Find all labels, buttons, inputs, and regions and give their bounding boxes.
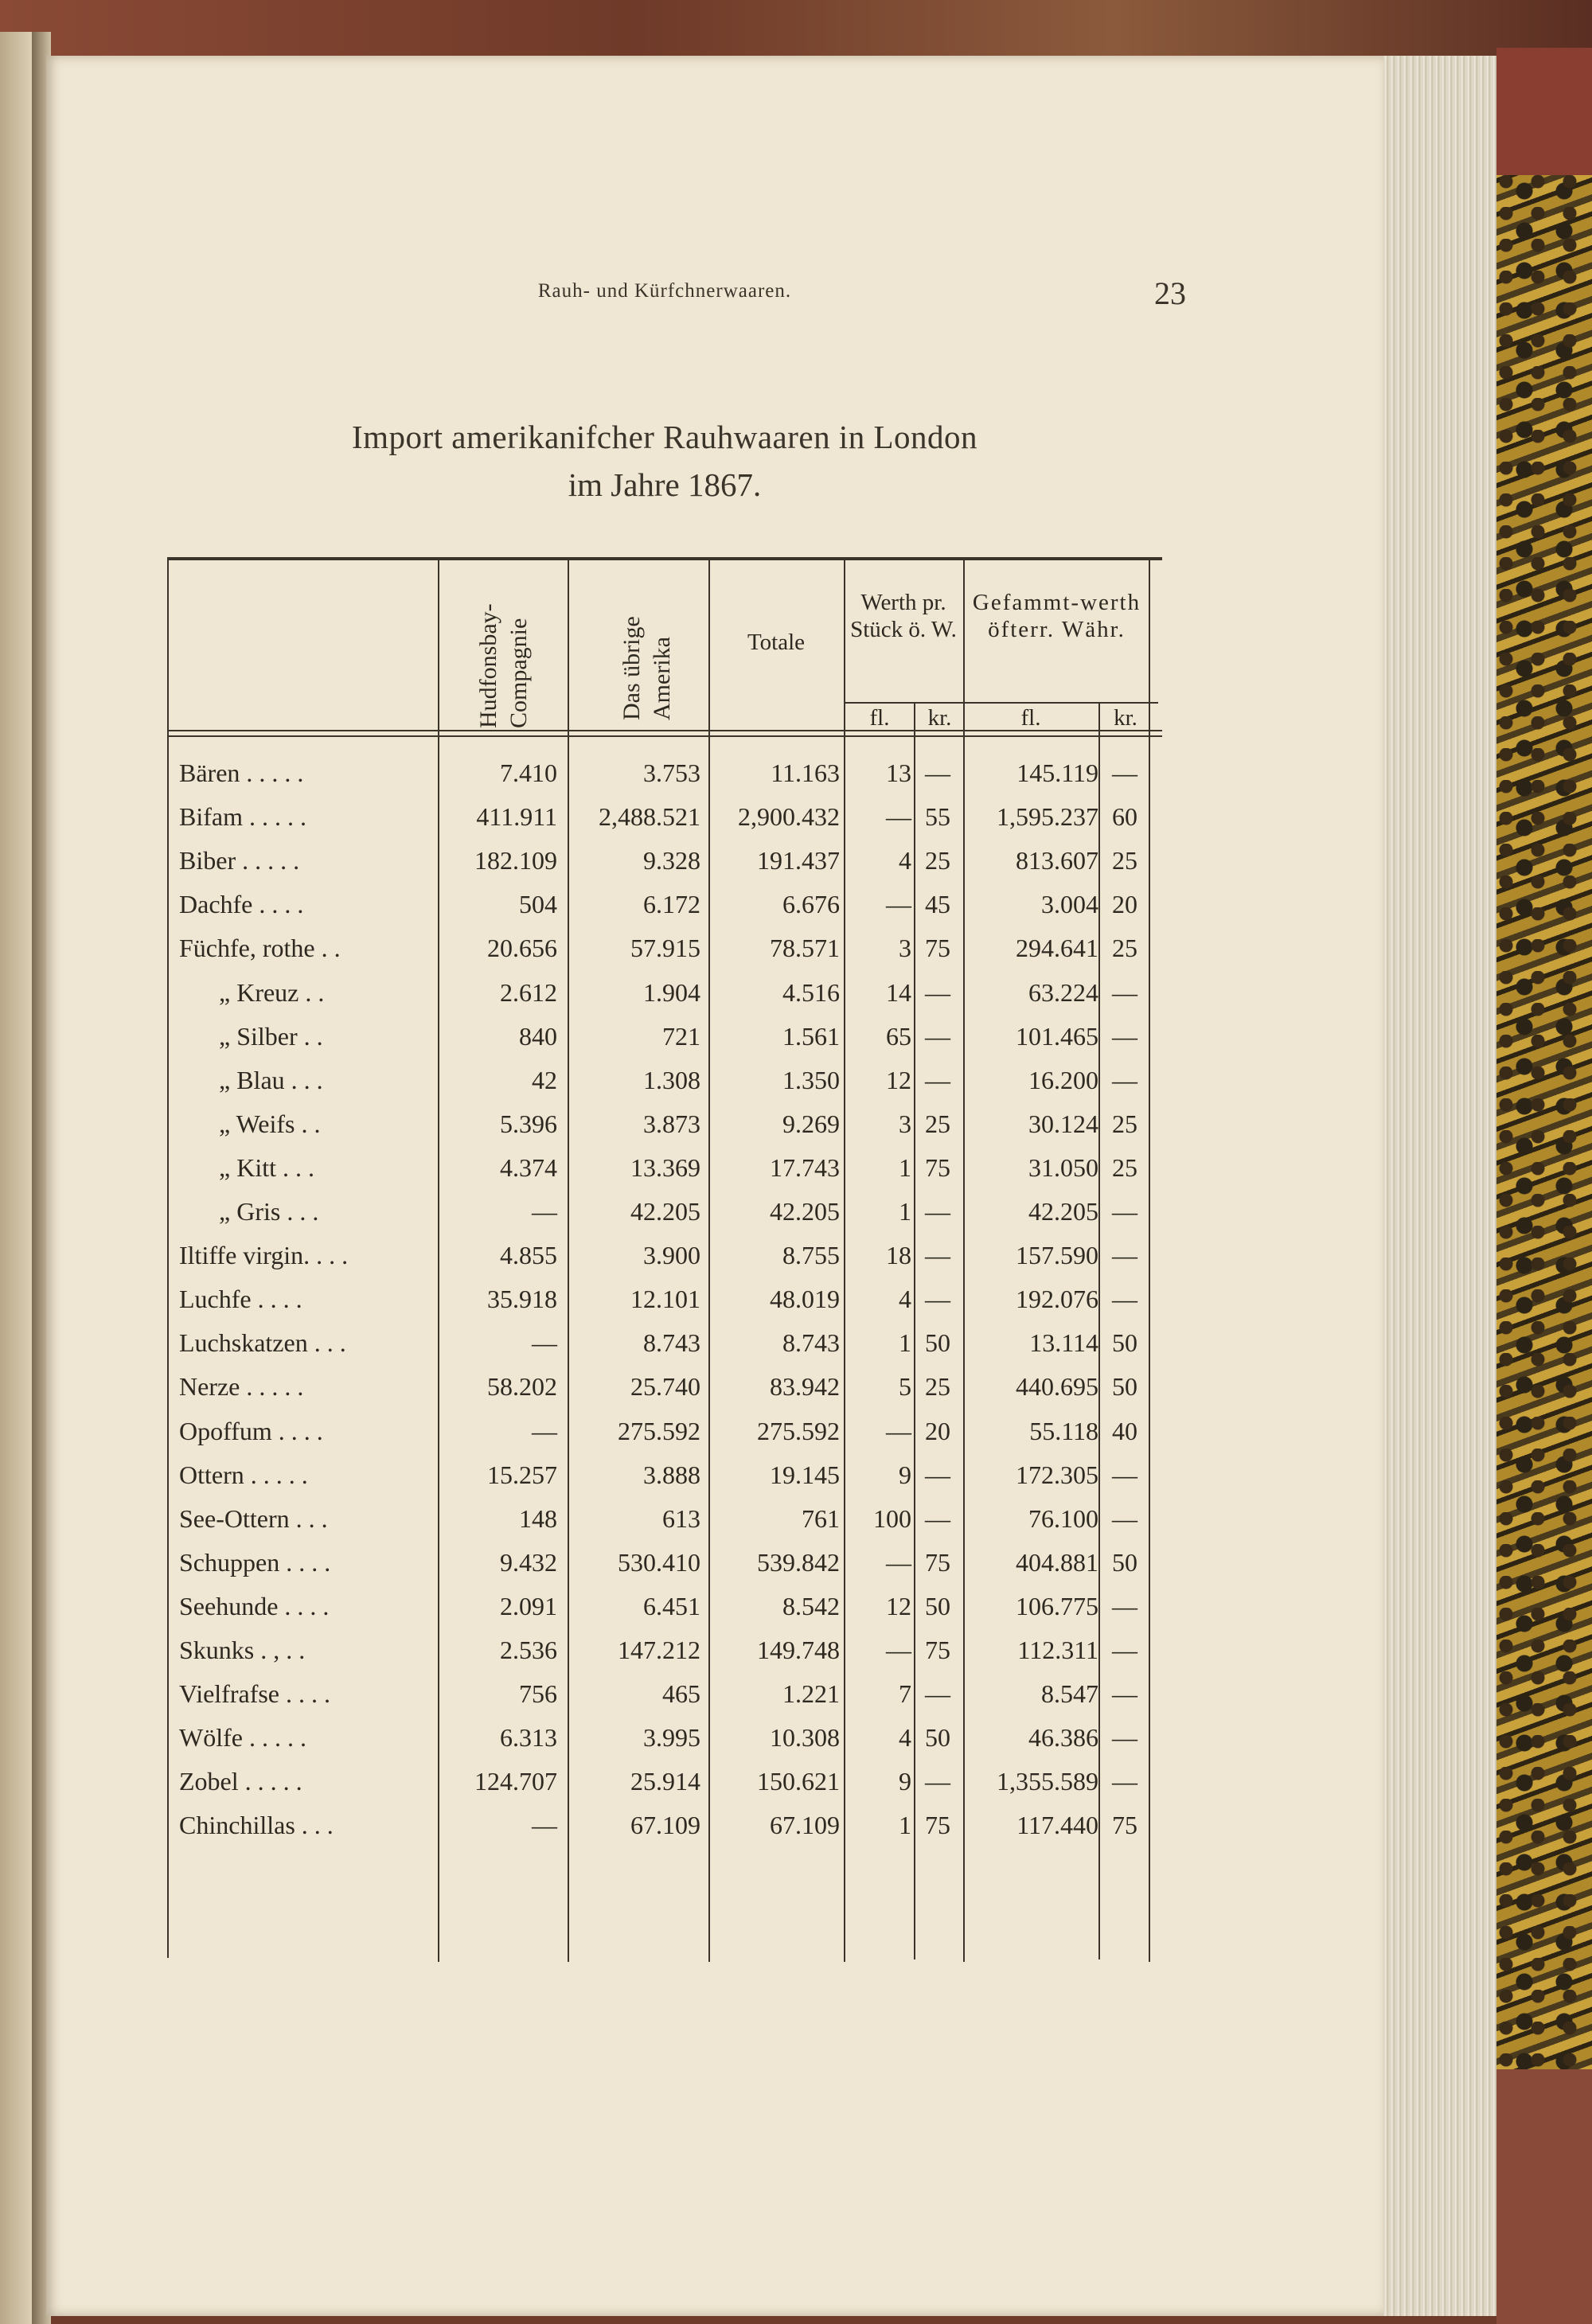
table-row: [163, 1322, 1162, 1366]
table-row: [163, 972, 1162, 1016]
cell-hudson: —: [532, 1811, 557, 1840]
cell-werth-fl: 7: [899, 1679, 911, 1709]
row-name-text: „ Kitt . . .: [219, 1152, 314, 1182]
cell-hudson: 6.313: [500, 1723, 557, 1753]
header-gesammt: Gefammt-werth öfterr. Währ.: [972, 590, 1141, 642]
cell-uebrige: 67.109: [630, 1811, 700, 1840]
row-name: Füchfe, rothe . .: [179, 934, 341, 963]
cell-gesammt-kr: 50: [1112, 1372, 1137, 1402]
cell-totale: 4.516: [782, 977, 840, 1007]
cell-totale: 11.163: [771, 758, 840, 787]
cell-totale: 83.942: [770, 1372, 840, 1402]
cell-werth-kr: —: [925, 1460, 950, 1489]
cell-werth-fl: 3: [899, 934, 911, 963]
cell-gesammt-kr: 25: [1112, 934, 1137, 963]
header-werth-kr: kr.: [927, 705, 952, 731]
cell-werth-kr: 20: [925, 1416, 950, 1445]
cell-gesammt-fl: 76.100: [1028, 1503, 1098, 1533]
cell-gesammt-fl: 55.118: [1029, 1416, 1098, 1445]
running-head: Rauh- und Kürfchnerwaaren.: [537, 280, 792, 302]
cell-hudson: 2.091: [500, 1591, 557, 1620]
cell-hudson: 840: [519, 1021, 557, 1051]
cell-werth-kr: 25: [925, 1109, 950, 1138]
table-row: [163, 752, 1162, 796]
cell-hudson: —: [532, 1197, 557, 1226]
cell-gesammt-kr: —: [1112, 1679, 1137, 1709]
cell-hudson: 15.257: [487, 1460, 557, 1489]
cell-werth-fl: 4: [899, 1723, 911, 1753]
cell-gesammt-kr: —: [1112, 1767, 1137, 1796]
cell-gesammt-kr: 25: [1112, 1152, 1137, 1182]
cell-gesammt-kr: 75: [1112, 1811, 1137, 1840]
table-row: [163, 1191, 1162, 1234]
cell-uebrige: 275.592: [618, 1416, 700, 1445]
table-row: [163, 1804, 1162, 1848]
cell-werth-kr: —: [925, 758, 950, 787]
row-name: Iltiffe virgin. . . .: [179, 1241, 349, 1270]
cell-gesammt-kr: 25: [1112, 1109, 1137, 1138]
cell-totale: 761: [802, 1503, 840, 1533]
cell-gesammt-fl: 404.881: [1016, 1547, 1098, 1577]
row-name: Nerze . . . . .: [179, 1372, 304, 1402]
cell-gesammt-kr: —: [1112, 1285, 1137, 1314]
cell-hudson: 35.918: [487, 1285, 557, 1314]
cell-uebrige: 3.888: [643, 1460, 700, 1489]
cell-werth-fl: 100: [873, 1503, 911, 1533]
cell-uebrige: 25.914: [630, 1767, 700, 1796]
cell-werth-fl: 4: [899, 1285, 911, 1314]
cell-werth-fl: 9: [899, 1460, 911, 1489]
cell-totale: 191.437: [757, 846, 840, 875]
cell-uebrige: 3.873: [643, 1109, 700, 1138]
row-name: Dachfe . . . .: [179, 890, 304, 919]
cell-werth-fl: 1: [899, 1152, 911, 1182]
cell-gesammt-fl: 145.119: [1016, 758, 1098, 787]
cell-werth-fl: 3: [899, 1109, 911, 1138]
cell-werth-kr: —: [925, 1503, 950, 1533]
cell-werth-fl: 18: [886, 1241, 911, 1270]
row-name: Luchskatzen . . .: [179, 1328, 346, 1358]
header-hudson-line: Hudfonsbay-: [475, 603, 501, 728]
cell-gesammt-kr: —: [1112, 1636, 1137, 1664]
cover-corner-top: [1496, 48, 1592, 175]
row-name-text: „ Silber . .: [219, 1021, 323, 1051]
cell-gesammt-fl: 16.200: [1028, 1065, 1098, 1094]
cell-gesammt-fl: 8.547: [1041, 1679, 1098, 1709]
cell-uebrige: 13.369: [630, 1152, 700, 1182]
cell-hudson: 411.911: [476, 802, 557, 832]
table-top-rule: [167, 557, 1162, 560]
table-row: [163, 1585, 1162, 1629]
row-name: Bären . . . . .: [179, 758, 304, 787]
cell-werth-kr: 50: [925, 1591, 950, 1620]
cell-werth-fl: 1: [899, 1197, 911, 1226]
cell-gesammt-kr: —: [1112, 758, 1137, 787]
cell-gesammt-fl: 106.775: [1016, 1591, 1098, 1620]
cell-gesammt-kr: —: [1112, 1460, 1137, 1489]
cell-gesammt-kr: —: [1112, 1241, 1137, 1270]
marbled-cover-edge: [1496, 48, 1592, 2324]
cell-werth-fl: 5: [899, 1372, 911, 1402]
cell-werth-fl: 1: [899, 1811, 911, 1840]
row-name: Biber . . . . .: [179, 846, 300, 875]
row-name: [179, 1197, 318, 1226]
cell-gesammt-kr: —: [1112, 1065, 1137, 1094]
cell-gesammt-fl: 1,355.589: [997, 1767, 1098, 1796]
table-row: [163, 1278, 1162, 1322]
cell-totale: 19.145: [770, 1460, 840, 1489]
cell-werth-kr: —: [925, 1679, 950, 1709]
header-uebrige-line: Amerika: [649, 637, 675, 720]
cell-uebrige: 3.753: [643, 758, 700, 787]
cell-uebrige: 1.308: [643, 1065, 700, 1094]
row-name: Zobel . . . . .: [179, 1767, 302, 1796]
cell-totale: 8.743: [782, 1328, 840, 1358]
cell-hudson: 124.707: [474, 1767, 557, 1796]
cell-gesammt-fl: 42.205: [1028, 1197, 1098, 1226]
cell-werth-kr: 75: [925, 1636, 950, 1664]
cell-gesammt-fl: 30.124: [1028, 1109, 1098, 1138]
cell-uebrige: 147.212: [618, 1636, 700, 1664]
cell-werth-kr: —: [925, 1241, 950, 1270]
row-name: [179, 978, 324, 1008]
cell-totale: 149.748: [757, 1636, 840, 1664]
table-row: [163, 1059, 1162, 1103]
cell-gesammt-fl: 112.311: [1017, 1636, 1098, 1664]
cell-gesammt-fl: 440.695: [1016, 1372, 1098, 1402]
cell-uebrige: 613: [662, 1503, 700, 1533]
header-hudson-line: Compagnie: [505, 618, 532, 728]
cell-uebrige: 8.743: [643, 1328, 700, 1358]
cell-totale: 8.542: [782, 1591, 840, 1620]
header-hudson: [474, 603, 534, 728]
cell-gesammt-fl: 31.050: [1028, 1152, 1098, 1182]
page-number: 23: [1154, 275, 1186, 311]
cell-uebrige: 3.900: [643, 1241, 700, 1270]
table-row: [163, 1542, 1162, 1585]
row-name: Bifam . . . . .: [179, 802, 306, 832]
cell-uebrige: 465: [662, 1679, 700, 1709]
table-row: [163, 1147, 1162, 1191]
table-row: [163, 1103, 1162, 1147]
cell-werth-kr: —: [925, 1767, 950, 1796]
table-row: [163, 1761, 1162, 1804]
cell-werth-kr: 75: [925, 1811, 950, 1840]
row-name-text: „ Kreuz . .: [219, 977, 325, 1007]
table-row: [163, 1234, 1162, 1278]
cell-hudson: 182.109: [474, 846, 557, 875]
cell-totale: 67.109: [770, 1811, 840, 1840]
cell-uebrige: 2,488.521: [599, 802, 700, 832]
cell-werth-kr: 25: [925, 1372, 950, 1402]
cell-hudson: 2.612: [500, 977, 557, 1007]
cell-totale: 78.571: [770, 934, 840, 963]
row-name: Vielfrafse . . . .: [179, 1679, 330, 1709]
cell-gesammt-fl: 813.607: [1016, 846, 1098, 875]
header-werth: Werth pr. Stück ö. W.: [850, 590, 957, 642]
cell-gesammt-kr: 50: [1112, 1328, 1137, 1358]
cover-corner-bottom: [1496, 2069, 1592, 2324]
cell-uebrige: 6.451: [643, 1591, 700, 1620]
row-name: [179, 1109, 320, 1139]
cell-totale: 1.221: [782, 1679, 840, 1709]
header-totale: Totale: [747, 630, 806, 655]
cell-hudson: 504: [519, 890, 557, 919]
cell-uebrige: 9.328: [643, 846, 700, 875]
table-row: [163, 1629, 1162, 1673]
row-name-text: „ Blau . . .: [219, 1065, 323, 1094]
cell-totale: 1.561: [782, 1021, 840, 1051]
cell-gesammt-kr: 20: [1112, 890, 1137, 919]
header-uebrige: [617, 616, 677, 720]
cell-gesammt-fl: 1,595.237: [997, 802, 1098, 832]
cell-gesammt-kr: 50: [1112, 1547, 1137, 1577]
cell-werth-fl: 1: [899, 1328, 911, 1358]
cell-werth-kr: 25: [925, 846, 950, 875]
table-row: [163, 1016, 1162, 1059]
cell-gesammt-fl: 101.465: [1016, 1021, 1098, 1051]
cell-totale: 17.743: [770, 1152, 840, 1182]
table-row: [163, 1410, 1162, 1454]
book-cover-top: [0, 0, 1592, 56]
cell-gesammt-fl: 63.224: [1028, 977, 1098, 1007]
table-title-line2: im Jahre 1867.: [568, 466, 762, 503]
cell-uebrige: 1.904: [643, 977, 700, 1007]
cell-totale: 9.269: [782, 1109, 840, 1138]
cell-totale: 1.350: [782, 1065, 840, 1094]
cell-gesammt-kr: —: [1112, 977, 1137, 1007]
cell-uebrige: 530.410: [618, 1547, 700, 1577]
cell-gesammt-kr: 40: [1112, 1416, 1137, 1445]
row-name: Schuppen . . . .: [179, 1547, 331, 1577]
cell-werth-kr: —: [925, 1021, 950, 1051]
import-table: [163, 553, 1162, 1978]
table-title-line1: Import amerikanifcher Rauhwaaren in London: [351, 419, 978, 455]
table-row: [163, 927, 1162, 971]
table-row: [163, 1717, 1162, 1761]
cell-gesammt-fl: 46.386: [1028, 1723, 1098, 1753]
cell-hudson: 58.202: [487, 1372, 557, 1402]
cell-totale: 10.308: [770, 1723, 840, 1753]
cell-werth-fl: 14: [886, 977, 911, 1007]
cell-gesammt-kr: 25: [1112, 846, 1137, 875]
cell-uebrige: 42.205: [630, 1197, 700, 1226]
cell-werth-kr: 75: [925, 1152, 950, 1182]
cell-totale: 6.676: [782, 890, 840, 919]
cell-totale: 48.019: [770, 1285, 840, 1314]
cell-totale: 8.755: [782, 1241, 840, 1270]
header-werth-fl: fl.: [869, 705, 890, 731]
cell-hudson: 756: [519, 1679, 557, 1709]
cell-werth-kr: 45: [925, 890, 950, 919]
row-name: [179, 1066, 323, 1095]
cell-hudson: 4.855: [500, 1241, 557, 1270]
cell-gesammt-kr: —: [1112, 1723, 1137, 1753]
cell-hudson: 2.536: [500, 1636, 557, 1664]
row-name: Chinchillas . . .: [179, 1811, 334, 1840]
cell-werth-fl: —: [886, 1547, 911, 1577]
cell-uebrige: 3.995: [643, 1723, 700, 1753]
cell-werth-kr: 55: [925, 802, 950, 832]
cell-hudson: —: [532, 1416, 557, 1445]
cell-hudson: 9.432: [500, 1547, 557, 1577]
cell-totale: 2,900.432: [738, 802, 840, 832]
row-name: Seehunde . . . .: [179, 1591, 330, 1620]
cell-werth-kr: —: [925, 1065, 950, 1094]
cell-gesammt-kr: —: [1112, 1503, 1137, 1533]
cell-gesammt-kr: —: [1112, 1021, 1137, 1051]
cell-werth-kr: 75: [925, 934, 950, 963]
cell-gesammt-kr: —: [1112, 1197, 1137, 1226]
cell-werth-fl: —: [886, 802, 911, 832]
cell-werth-kr: —: [925, 1197, 950, 1226]
cell-totale: 539.842: [757, 1547, 840, 1577]
cell-uebrige: 12.101: [630, 1285, 700, 1314]
cell-werth-kr: 50: [925, 1328, 950, 1358]
cell-hudson: 20.656: [487, 934, 557, 963]
row-name: Opoffum . . . .: [179, 1416, 323, 1445]
cell-uebrige: 6.172: [643, 890, 700, 919]
cell-werth-fl: 4: [899, 846, 911, 875]
row-name: See-Ottern . . .: [179, 1503, 328, 1533]
table-row: [163, 1366, 1162, 1410]
cell-gesammt-fl: 294.641: [1016, 934, 1098, 963]
cell-gesammt-fl: 172.305: [1016, 1460, 1098, 1489]
row-name: Luchfe . . . .: [179, 1285, 302, 1314]
cell-werth-fl: 9: [899, 1767, 911, 1796]
cell-gesammt-kr: 60: [1112, 802, 1137, 832]
row-name: [179, 1022, 323, 1051]
header-gesammt-kr: kr.: [1114, 705, 1137, 731]
row-name: Ottern . . . . .: [179, 1460, 308, 1489]
row-name-text: „ Weifs . .: [219, 1109, 321, 1138]
cell-gesammt-fl: 117.440: [1016, 1811, 1098, 1840]
cell-werth-fl: 13: [886, 758, 911, 787]
cell-gesammt-fl: 192.076: [1016, 1285, 1098, 1314]
table-row: [163, 840, 1162, 883]
header-uebrige-line: Das übrige: [618, 616, 645, 720]
cell-werth-fl: 12: [886, 1591, 911, 1620]
cell-hudson: —: [532, 1328, 557, 1358]
cell-hudson: 5.396: [500, 1109, 557, 1138]
subheader-rule: [844, 702, 1158, 704]
cell-werth-fl: —: [886, 1636, 911, 1664]
cell-werth-kr: 50: [925, 1723, 950, 1753]
table-row: [163, 883, 1162, 927]
cell-hudson: 4.374: [500, 1152, 557, 1182]
table-row: [163, 1454, 1162, 1498]
header-rule-2: [167, 735, 1162, 737]
page-edges: [1377, 56, 1496, 2316]
table-row: [163, 1498, 1162, 1542]
cell-uebrige: 57.915: [630, 934, 700, 963]
row-name: Skunks . , . .: [179, 1636, 306, 1664]
header-gesammt-fl: fl.: [1020, 705, 1041, 731]
cell-gesammt-fl: 3.004: [1041, 890, 1098, 919]
cell-werth-kr: —: [925, 977, 950, 1007]
row-name: [179, 1153, 314, 1183]
cell-werth-fl: 65: [886, 1021, 911, 1051]
row-name: Wölfe . . . . .: [179, 1723, 306, 1753]
cell-totale: 42.205: [770, 1197, 840, 1226]
cell-hudson: 7.410: [500, 758, 557, 787]
cell-werth-fl: —: [886, 890, 911, 919]
cell-uebrige: 721: [662, 1021, 700, 1051]
cell-gesammt-fl: 157.590: [1016, 1241, 1098, 1270]
cell-totale: 150.621: [757, 1767, 840, 1796]
row-name-text: „ Gris . . .: [219, 1197, 319, 1226]
cell-totale: 275.592: [757, 1416, 840, 1445]
cell-gesammt-kr: —: [1112, 1591, 1137, 1620]
cell-gesammt-fl: 13.114: [1029, 1328, 1098, 1358]
cell-werth-kr: —: [925, 1285, 950, 1314]
cell-hudson: 42: [532, 1065, 557, 1094]
table-row: [163, 796, 1162, 840]
table-row: [163, 1673, 1162, 1717]
cell-uebrige: 25.740: [630, 1372, 700, 1402]
cell-hudson: 148: [519, 1503, 557, 1533]
cell-werth-fl: 12: [886, 1065, 911, 1094]
cell-werth-kr: 75: [925, 1547, 950, 1577]
cell-werth-fl: —: [886, 1416, 911, 1445]
